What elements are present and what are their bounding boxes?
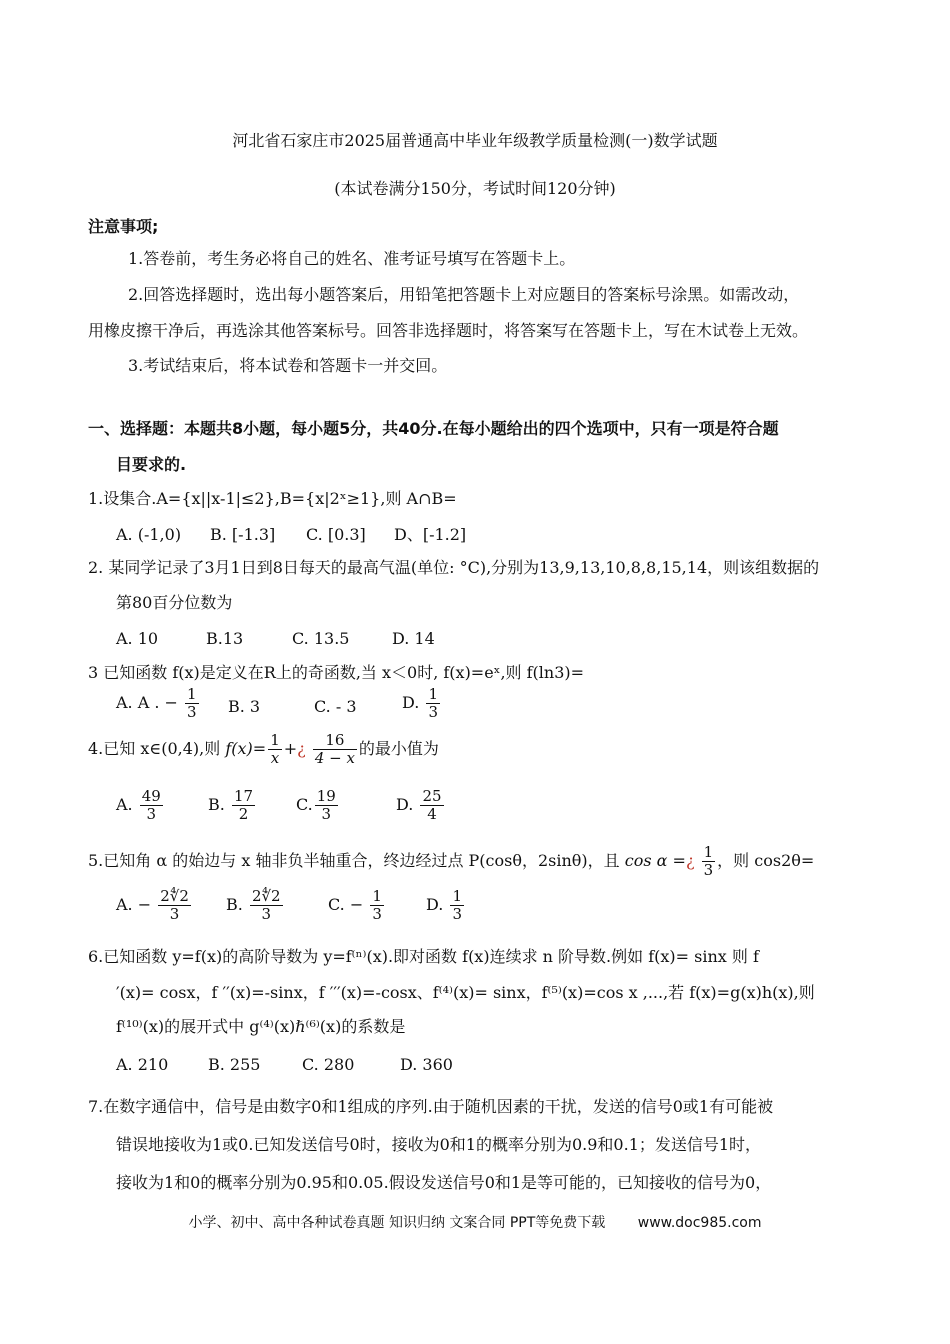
question-6-option-d: D. 360 [400,1055,453,1074]
question-3-option-b: B. 3 [228,697,261,716]
question-4-option-d [396,788,446,823]
numerator: 2∜2 [251,887,281,905]
denominator: 3 [187,703,197,721]
question-1-option-d: D、[-1.2] [394,525,467,544]
question-3-option-d [402,686,442,721]
question-6-stem: 6.已知函数 y=f(x)的高阶导数为 y=f⁽ⁿ⁾(x).即对函数 f(x)连续求 n 阶导数.例如 f(x)= sinx 则 f [88,947,759,966]
denominator: 2 [238,805,249,823]
question-5-option-a [116,888,193,923]
fraction [232,788,255,823]
notes-heading: 注意事项; [88,217,159,236]
glitch-char: ¿ [297,739,306,758]
denominator: 4 [427,805,437,823]
option-label: B. [208,795,225,814]
question-2-stem: 2. 某同学记录了3月1日到8日每天的最高气温(单位: °C),分别为13,9,13,10,8,8,15,14，则该组数据的 [88,558,820,577]
fraction [426,686,440,721]
denominator: 3 [703,861,714,879]
fraction [268,732,282,767]
stem-text: 5.已知角 α 的始边与 x 轴非负半轴重合，终边经过点 P(cosθ，2sinθ)，且 [88,851,620,870]
fraction [185,686,199,721]
question-7-stem: 7.在数字通信中，信号是由数字0和1组成的序列.由于随机因素的干扰，发送的信号0或1有可能被 [88,1097,774,1116]
question-7-stem-cont: 错误地接收为1或0.已知发送信号0时，接收为0和1的概率分别为0.9和0.1；发送信号1时， [116,1135,762,1154]
question-7-stem-cont: 接收为1和0的概率分别为0.95和0.05.假设发送信号0和1是等可能的，已知接收的信号为0， [116,1173,772,1192]
note-item: 1.答卷前，考生务必将自己的姓名、准考证号填写在答题卡上。 [128,249,576,268]
numerator: 1 [428,685,438,703]
denominator: 3 [146,805,157,823]
numerator: 1 [187,685,197,703]
section-heading-cont: 目要求的. [116,455,187,474]
denominator: 3 [452,905,462,923]
fraction [450,888,464,923]
note-item: 用橡皮擦干净后，再选涂其他答案标号。回答非选择题时，将答案写在答题卡上，写在木试卷上无效。 [88,321,809,340]
option-label: C. [296,795,313,814]
plus-sign: + [283,739,298,758]
fraction [313,732,357,767]
question-4-option-c [296,788,340,823]
numerator: 1 [372,887,382,905]
fraction [370,888,384,923]
denominator: x [270,749,280,767]
option-label: D. [396,795,414,814]
denominator: 3 [261,905,272,923]
fraction [420,788,443,823]
question-1-option-b: B. [-1.3] [210,525,276,544]
function-expr: f(x)= [225,739,267,758]
fraction [702,844,716,879]
stem-suffix: ，则 cos2θ= [717,851,815,870]
fraction [315,788,338,823]
numerator: 49 [141,787,161,805]
footer-link[interactable]: www.doc985.com [637,1215,762,1231]
question-5-stem [88,844,814,879]
denominator: 3 [372,905,382,923]
footer [0,1212,950,1232]
denominator: 3 [428,703,438,721]
question-6-option-a: A. 210 [116,1055,169,1074]
option-label: A. − [116,895,152,914]
numerator: 16 [313,732,357,750]
question-2-option-b: B.13 [206,629,244,648]
fraction [158,888,191,923]
section-heading: 一、选择题：本题共8小题，每小题5分，共40分.在每小题给出的四个选项中，只有一项是符合题 [88,419,779,438]
note-item: 2.回答选择题时，选出每小题答案后，用铅笔把答题卡上对应题目的答案标号涂黑。如需改动， [128,285,800,304]
page-subtitle: (本试卷满分150分，考试时间120分钟) [334,179,616,198]
question-3-stem: 3 已知函数 f(x)是定义在R上的奇函数,当 x＜0时, f(x)=eˣ,则 f(ln3)= [88,663,585,682]
option-label: C. − [328,895,364,914]
question-4-option-a [116,788,165,823]
question-4-option-b [208,788,257,823]
numerator: 25 [422,787,442,805]
question-3-option-a [116,686,201,721]
question-6-option-b: B. 255 [208,1055,261,1074]
question-1-stem: 1.设集合.A={x||x-1|≤2},B={x|2ˣ≥1},则 A∩B= [88,489,457,508]
question-4-stem [88,732,439,767]
option-label: B. [226,895,243,914]
numerator: 17 [233,787,254,805]
denominator: 4 − x [314,749,355,767]
question-6-stem-cont: ′(x)= cosx，f ′′(x)=-sinx，f ′′′(x)=-cosx、f⁽⁴⁾(x)= sinx，f⁽⁵⁾(x)=cos x ,...,若 f(x)=g(x)h(x),则 [116,983,815,1002]
page-title: 河北省石家庄市2025届普通高中毕业年级教学质量检测(一)数学试题 [232,131,718,150]
numerator: 1 [452,887,462,905]
option-label: D. [402,693,420,712]
numerator: 1 [703,843,714,861]
question-5-option-c [328,888,386,923]
fraction [250,888,283,923]
question-2-option-c: C. 13.5 [292,629,350,648]
option-label: D. [426,895,444,914]
option-label: A. [116,795,133,814]
question-6-stem-cont: f⁽¹⁰⁾(x)的展开式中 g⁽⁴⁾(x)ℏ⁽⁶⁾(x)的系数是 [116,1017,406,1036]
footer-text: 小学、初中、高中各种试卷真题 知识归纳 文案合同 PPT等免费下载 [188,1215,606,1231]
question-1-option-c: C. [0.3] [306,525,366,544]
denominator: 3 [321,805,332,823]
glitch-char: ¿ [685,851,695,870]
question-2-stem-cont: 第80百分位数为 [116,593,233,612]
numerator: 19 [316,787,336,805]
stem-text: 4.已知 x∈(0,4),则 [88,739,221,758]
question-3-option-c: C. - 3 [314,697,357,716]
option-label: A. A . − [116,693,178,712]
cos-expr: cos α = [624,851,686,870]
note-item: 3.考试结束后，将本试卷和答题卡一并交回。 [128,356,448,375]
stem-suffix: 的最小值为 [358,739,439,758]
question-6-option-c: C. 280 [302,1055,355,1074]
fraction [140,788,163,823]
question-5-option-d [426,888,466,923]
question-2-option-a: A. 10 [116,629,159,648]
numerator: 1 [270,731,280,749]
question-2-option-d: D. 14 [392,629,435,648]
numerator: 2∜2 [160,887,189,905]
denominator: 3 [169,905,180,923]
question-1-option-a: A. (-1,0) [116,525,182,544]
question-5-option-b [226,888,285,923]
